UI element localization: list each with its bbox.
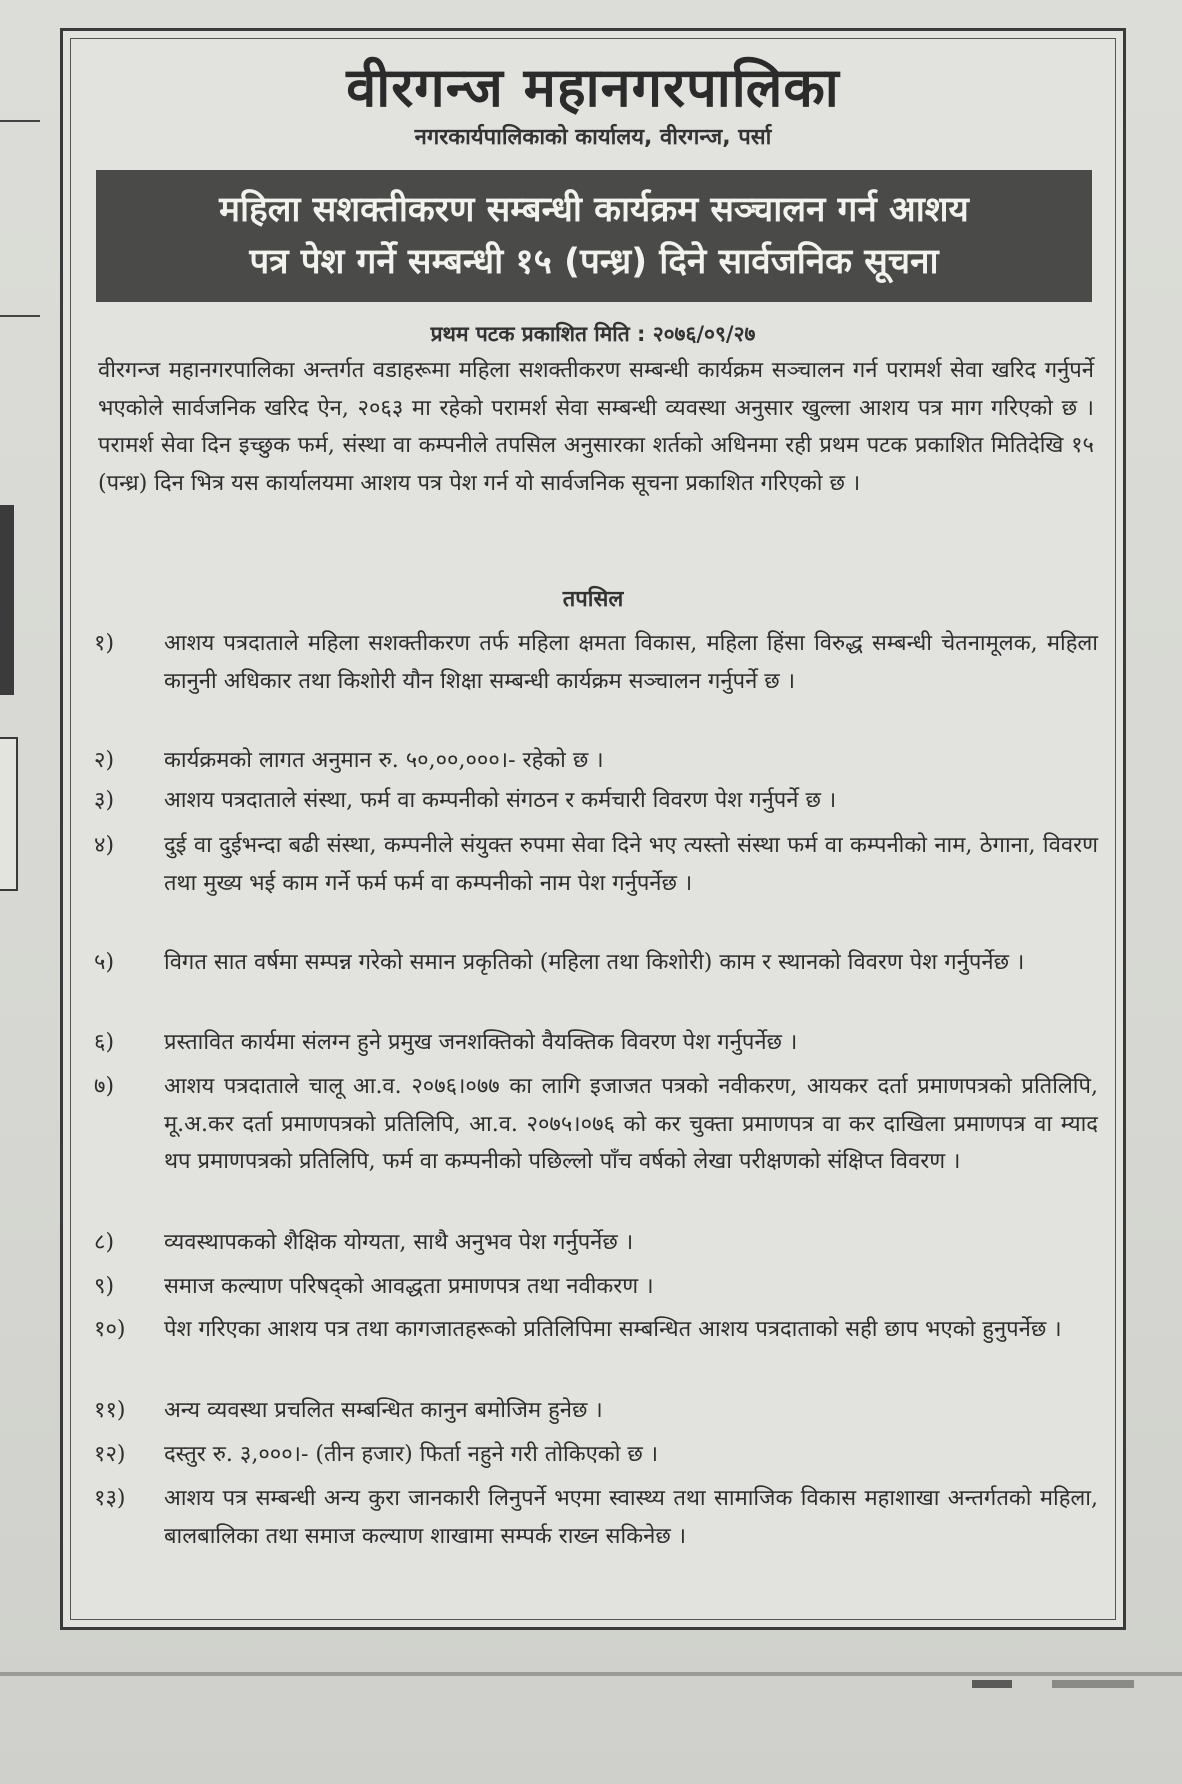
item-number: २) bbox=[94, 748, 115, 773]
office-address: नगरकार्यपालिकाको कार्यालय, वीरगन्ज, पर्सा bbox=[414, 125, 772, 150]
schedule-item bbox=[94, 944, 1098, 982]
adjacent-column-block bbox=[0, 505, 14, 695]
item-text: विगत सात वर्षमा सम्पन्न गरेको समान प्रकृतिको (महिला तथा किशोरी) काम र स्थानको विवरण पेश गर्नुपर्नेछ । bbox=[164, 950, 1025, 975]
item-number: १२) bbox=[94, 1442, 126, 1467]
item-text: प्रस्तावित कार्यमा संलग्न हुने प्रमुख जनशक्तिको वैयक्तिक विवरण पेश गर्नुपर्नेछ । bbox=[164, 1030, 798, 1055]
item-text: आशय पत्रदाताले चालू आ.व. २०७६।०७७ का लागि इजाजत पत्रको नवीकरण, आयकर दर्ता प्रमाणपत्रको प्रतिलिपि, मू.अ.कर दर्ता प्रमाणपत्रको प्रतिलिपि, आ.व. २०७५।०७६ को कर चुक्ता प्रमाणपत्र वा कर दाखिला प्रमाणपत्र वा म्याद थप प्रमाणपत्रको प्रतिलिपि, फर्म वा कम्पनीको पछिल्लो पाँच वर्षको लेखा परीक्षणको संक्षिप्त विवरण । bbox=[164, 1074, 1098, 1174]
item-number: ११) bbox=[94, 1398, 126, 1423]
item-text: समाज कल्याण परिषद्को आवद्धता प्रमाणपत्र तथा नवीकरण । bbox=[164, 1274, 654, 1299]
schedule-item bbox=[94, 1480, 1098, 1555]
adjacent-column-rule bbox=[0, 315, 40, 317]
item-text: आशय पत्रदाताले संस्था, फर्म वा कम्पनीको संगठन र कर्मचारी विवरण पेश गर्नुपर्ने छ । bbox=[164, 788, 837, 813]
schedule-item bbox=[94, 1436, 1098, 1474]
intro-paragraph: वीरगन्ज महानगरपालिका अन्तर्गत वडाहरूमा महिला सशक्तीकरण सम्बन्धी कार्यक्रम सञ्चालन गर्न परामर्श सेवा खरिद गर्नुपर्ने भएकोले सार्वजनिक खरिद ऐन, २०६३ मा रहेको परामर्श सेवा सम्बन्धी व्यवस्था अनुसार खुल्ला आशय पत्र माग गरिएको छ । परामर्श सेवा दिन इच्छुक फर्म, संस्था वा कम्पनीले तपसिल अनुसारका शर्तको अधिनमा रही प्रथम पटक प्रकाशित मितिदेखि १५ (पन्ध्र) दिन भित्र यस कार्यालयमा आशय पत्र पेश गर्न यो सार्वजनिक सूचना प्रकाशित गरिएको छ । bbox=[98, 358, 1094, 496]
schedule-item bbox=[94, 742, 1098, 780]
page-bottom-dash bbox=[972, 1680, 1012, 1688]
page-bottom-rule bbox=[0, 1672, 1182, 1676]
banner-line-1: महिला सशक्तीकरण सम्बन्धी कार्यक्रम सञ्चालन गर्न आशय bbox=[219, 190, 969, 230]
publication-date: प्रथम पटक प्रकाशित मिति : २०७६/०९/२७ bbox=[430, 322, 756, 346]
page-bottom-dash bbox=[1052, 1680, 1134, 1688]
schedule-item bbox=[94, 827, 1098, 902]
schedule-item bbox=[94, 1268, 1098, 1306]
item-text: आशय पत्रदाताले महिला सशक्तीकरण तर्फ महिला क्षमता विकास, महिला हिंसा विरुद्ध सम्बन्धी चेतनामूलक, महिला कानुनी अधिकार तथा किशोरी यौन शिक्षा सम्बन्धी कार्यक्रम सञ्चालन गर्नुपर्ने छ । bbox=[164, 631, 1098, 694]
item-number: १३) bbox=[94, 1486, 126, 1511]
schedule-heading: तपसिल bbox=[562, 587, 624, 612]
item-number: ४) bbox=[94, 833, 115, 858]
item-text: पेश गरिएका आशय पत्र तथा कागजातहरूको प्रतिलिपिमा सम्बन्धित आशय पत्रदाताको सही छाप भएको हुनुपर्नेछ । bbox=[164, 1317, 1062, 1342]
adjacent-column-rule bbox=[0, 120, 40, 122]
schedule-item bbox=[94, 1024, 1098, 1062]
item-text: कार्यक्रमको लागत अनुमान रु. ५०,००,०००।- रहेको छ । bbox=[164, 748, 604, 773]
item-number: ८) bbox=[94, 1230, 115, 1255]
item-number: १०) bbox=[94, 1317, 126, 1342]
item-number: ६) bbox=[94, 1030, 115, 1055]
banner-line-2: पत्र पेश गर्ने सम्बन्धी १५ (पन्ध्र) दिने सार्वजनिक सूचना bbox=[249, 242, 939, 282]
adjacent-column-frame bbox=[0, 737, 18, 891]
schedule-item bbox=[94, 1068, 1098, 1181]
item-number: ७) bbox=[94, 1074, 115, 1099]
item-text: दस्तुर रु. ३,०००।- (तीन हजार) फिर्ता नहुने गरी तोकिएको छ । bbox=[164, 1442, 659, 1467]
item-text: अन्य व्यवस्था प्रचलित सम्बन्धित कानुन बमोजिम हुनेछ । bbox=[164, 1398, 603, 1423]
schedule-item bbox=[94, 1311, 1098, 1349]
municipality-title: वीरगन्ज महानगरपालिका bbox=[346, 56, 840, 119]
schedule-item bbox=[94, 625, 1098, 700]
schedule-item bbox=[94, 1392, 1098, 1430]
item-text: दुई वा दुईभन्दा बढी संस्था, कम्पनीले संयुक्त रुपमा सेवा दिने भए त्यस्तो संस्था फर्म वा कम्पनीको नाम, ठेगाना, विवरण तथा मुख्य भई काम गर्ने फर्म फर्म वा कम्पनीको नाम पेश गर्नुपर्नेछ । bbox=[164, 833, 1098, 896]
item-number: ३) bbox=[94, 788, 115, 813]
notice-title-banner bbox=[96, 170, 1092, 302]
item-number: ९) bbox=[94, 1274, 115, 1299]
item-number: ५) bbox=[94, 950, 115, 975]
item-number: १) bbox=[94, 631, 115, 656]
item-text: व्यवस्थापकको शैक्षिक योग्यता, साथै अनुभव पेश गर्नुपर्नेछ । bbox=[164, 1230, 634, 1255]
schedule-item bbox=[94, 782, 1098, 820]
item-text: आशय पत्र सम्बन्धी अन्य कुरा जानकारी लिनुपर्ने भएमा स्वास्थ्य तथा सामाजिक विकास महाशाखा अन्तर्गतको महिला, बालबालिका तथा समाज कल्याण शाखामा सम्पर्क राख्न सकिनेछ । bbox=[164, 1486, 1098, 1549]
schedule-item bbox=[94, 1224, 1098, 1262]
